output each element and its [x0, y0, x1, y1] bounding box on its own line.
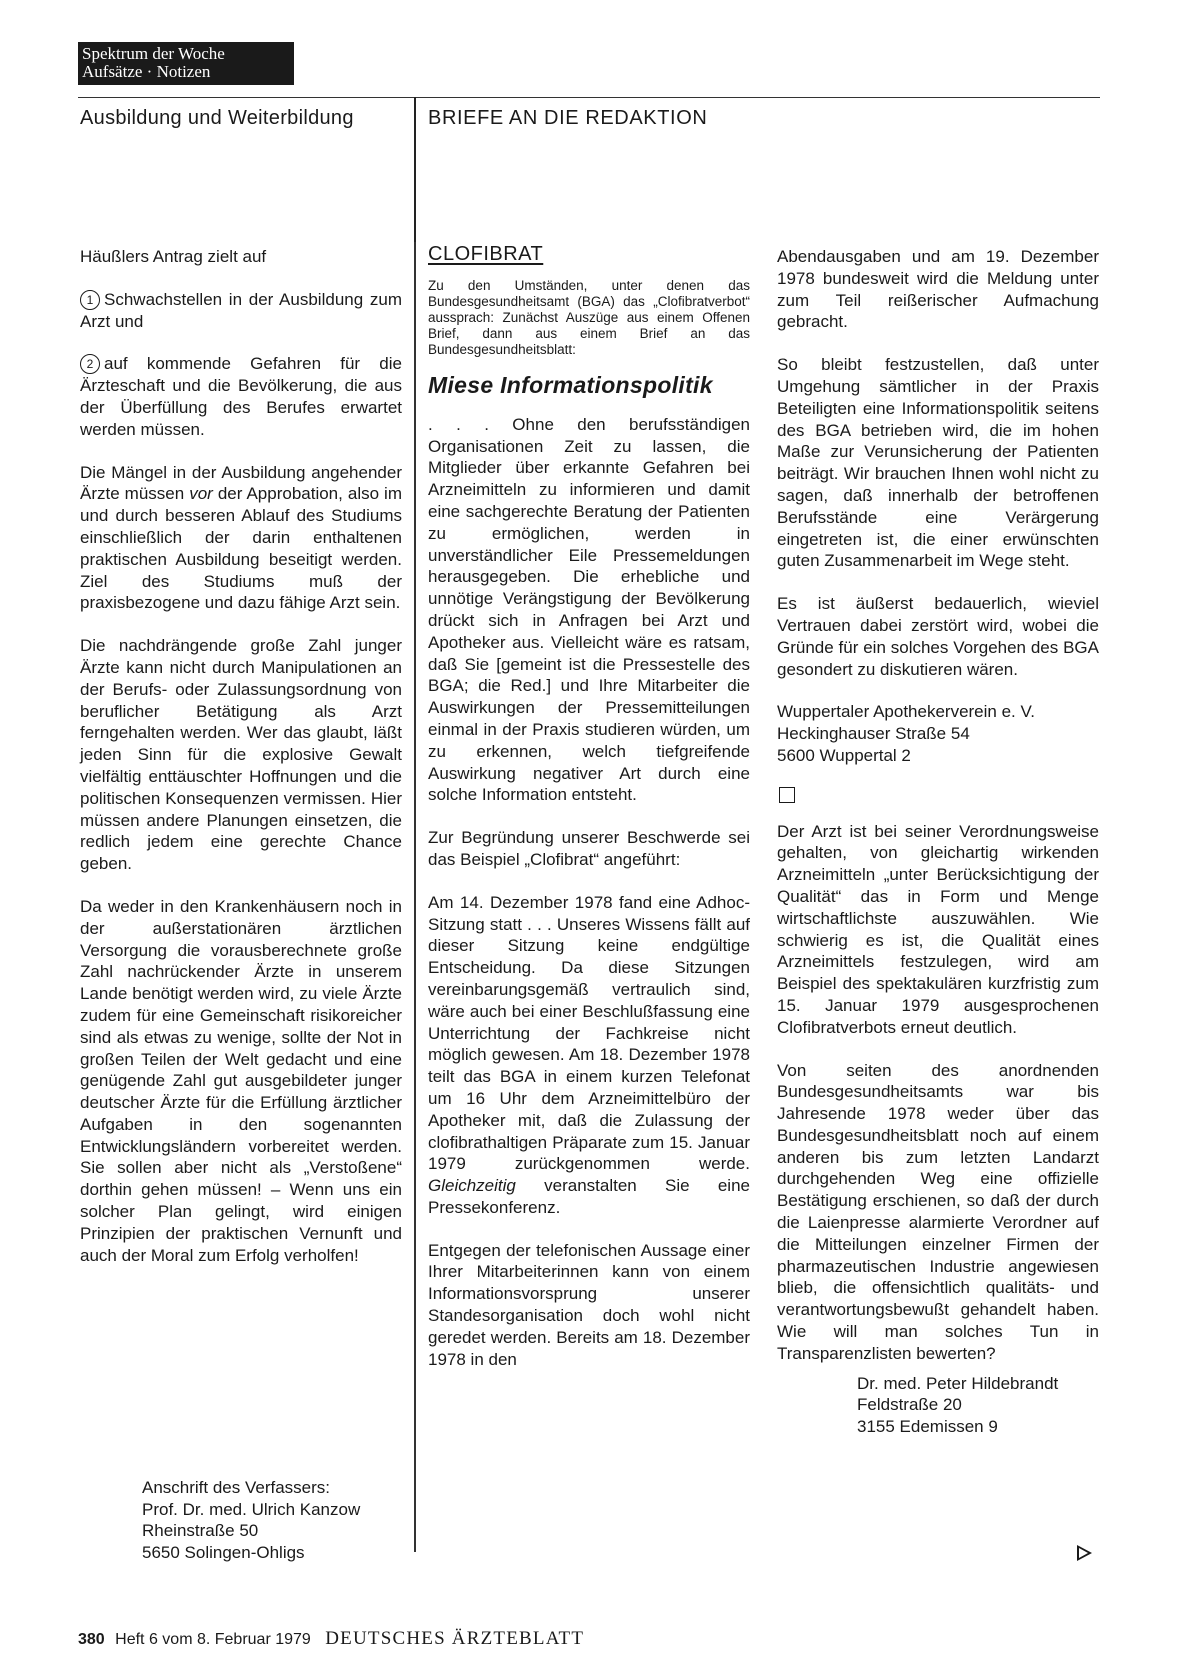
association-city: 5600 Wuppertal 2 [777, 745, 911, 765]
article-intro: Zu den Umständen, unter denen das Bundesgesundheitsamt (BGA) das „Clofibratverbot“ aussprach: Zunächst Auszüge aus einem Offenen Brief, dann aus einem Brief an das Bundesgesundheitsblatt: [428, 277, 750, 357]
col1-item2-text: auf kommende Gefahren für die Ärzteschaft und die Bevölkerung, die aus der Überfüllung des Berufes erwartet werden müssen. [80, 354, 402, 439]
col3-p5: Von seiten des anordnenden Bundesgesundheitsamts war bis Jahresende 1978 weder über das Bundesgesundheitsblatt noch auf einem anderen bis zum letzten Landarzt durchgehenden Weg eine offizielle Bestätigung erschienen, so daß der durch die Laienpresse alarmierte Verordner auf die Mitteilungen einzelner Firmen der pharmazeutischen Industrie angewiesen blieb, die offensichtlich qualitäts- und verantwortungsbewußt gehandelt haben. Wie will man solches Tun in Transparenzlisten bewerten? [777, 1060, 1099, 1363]
col1-p0: Häußlers Antrag zielt auf [80, 247, 267, 266]
author-address-label: Anschrift des Verfassers: [142, 1478, 331, 1497]
col3-p1: Abendausgaben und am 19. Dezember 1978 bundesweit wird die Meldung unter zum Teil reißerischer Aufmachung gebracht. [777, 247, 1099, 332]
author-address [142, 1477, 360, 1563]
issue-info: Heft 6 vom 8. Februar 1979 [115, 1631, 311, 1648]
col1-p5: Da weder in den Krankenhäusern noch in der außerstationären ärztlichen Versorgung die vorausberechnete große Zahl nachrückender Ärzte in unserem Lande benötigt werden wird, zu viele Ärzte zudem für eine Gemeinschaft risikoreicher sind als etwas zu wenige, sollte der Not in großen Teilen der Welt gedacht und eine genügende Zahl gut ausgebildeter junger deutscher Ärzte für die Erfüllung ärztlicher Aufgaben in den sogenannten Entwicklungsländern vorbereitet werden. Sie sollen aber nicht als „Verstoßene“ dorthin gehen müssen! – Wenn uns ein solcher Plan gelingt, wird einigen Prinzipien der praktischen Vernunft und auch der Moral zum Erfolg verholfen! [80, 896, 402, 1265]
section-tag-line2: Aufsätze · Notizen [82, 62, 211, 81]
rubric-left: Ausbildung und Weiterbildung [80, 107, 354, 129]
circled-number-1: 1 [80, 290, 100, 310]
col3-p2: So bleibt festzustellen, daß unter Umgehung sämtlicher in der Praxis Beteiligten eine Informationspolitik seitens des BGA betrieben wird, die im hohen Maße zur Verunsicherung der Patienten beiträgt. Wir brauchen Ihnen wohl nicht zu sagen, daß innerhalb der betroffenen Berufsstände eine Verärgerung eingetreten ist, die einer erwünschten guten Zusammenarbeit im Wege steht. [777, 355, 1099, 571]
article-kicker: CLOFIBRAT [428, 243, 544, 265]
col2-p3-a: Am 14. Dezember 1978 fand eine Adhoc-Sitzung statt . . . Unseres Wissens fällt auf dieser Sitzung keine endgültige Entscheidung. Da diese Sitzungen vereinbarungsgemäß vertraulich sind, wäre auch bei einer Beschlußfassung eine Unterrichtung der Fachkreise nicht möglich gewesen. Am 18. Dezember 1978 teilt das BGA in einem kurzen Telefonat um 16 Uhr dem Arzneimittelbüro der Apotheker mit, daß die Zulassung der clofibrathaltigen Präparate zum 15. Januar 1979 zurückgenommen werde. [428, 892, 750, 1174]
signature-name: Dr. med. Peter Hildebrandt [857, 1373, 1059, 1393]
col2-p3-em: Gleichzeitig [428, 1176, 516, 1196]
article-headline: Miese Informationspolitik [428, 371, 713, 398]
col1-p3 [80, 462, 402, 615]
journal-name: DEUTSCHES ÄRZTEBLATT [325, 1628, 585, 1649]
author-name: Prof. Dr. med. Ulrich Kanzow [142, 1499, 361, 1519]
association-street: Heckinghauser Straße 54 [777, 724, 970, 744]
association-address [777, 701, 1099, 766]
col2-p4: Entgegen der telefonischen Aussage einer Ihrer Mitarbeiterinnen kann von einem Informationsvorsprung unserer Standesorganisation doch wohl nicht geredet werden. Bereits am 18. Dezember 1978 in den [428, 1240, 750, 1369]
col1-item1 [80, 289, 402, 333]
association-name: Wuppertaler Apothekerverein e. V. [777, 702, 1035, 722]
col3-p3: Es ist äußerst bedauerlich, wieviel Vertrauen dabei zerstört wird, wobei die Gründe für ein solches Vorgehen des BGA gesondert zu diskutieren wären. [777, 594, 1099, 679]
col2-p2: Zur Begründung unserer Beschwerde sei das Beispiel „Clofibrat“ angeführt: [428, 828, 750, 869]
col3-p4: Der Arzt ist bei seiner Verordnungsweise gehalten, von gleichartig wirkenden Arzneimitteln „unter Berücksichtigung der Qualität“ das in Form und Menge wirtschaftlichste auszuwählen. Wie schwierig es ist, die Qualität eines Arzneimittels festzulegen, wird am Beispiel des spektakulären kurzfristig zum 15. Januar 1979 ausgesprochenen Clofibratverbots erneut deutlich. [777, 821, 1099, 1037]
column-divider [414, 97, 416, 1552]
author-city: 5650 Solingen-Ohligs [142, 1542, 305, 1562]
signature-city: 3155 Edemissen 9 [857, 1417, 998, 1437]
page-footer [78, 1628, 584, 1650]
col2-p1: . . . Ohne den berufsständigen Organisationen Zeit zu lassen, die Mitglieder über erkannte Gefahren bei Arzneimitteln zu informieren und damit eine sachgerechte Beratung der Patienten zu ermöglichen, werden in unverständlicher Eile Pressemeldungen herausgegeben. Die erhebliche und unnötige Verängstigung der Bevölkerung drückt sich in Anfragen bei Arzt und Apotheker aus. Vielleicht wäre es ratsam, daß Sie [gemeint ist die Pressestelle des BGA; die Red.] und Ihre Mitarbeiter die Auswirkungen der Pressemitteilungen einmal in der Praxis studieren würden, um zu erkennen, welch tiefgreifende Auswirkung negativer Art durch eine solche Information entsteht. [428, 414, 750, 805]
col1-item1-text: Schwachstellen in der Ausbildung zum Arzt und [80, 289, 402, 331]
column-1 [80, 246, 402, 1287]
rubric-right: BRIEFE AN DIE REDAKTION [428, 107, 708, 129]
continue-triangle-icon [1077, 1545, 1092, 1561]
signature-street: Feldstraße 20 [857, 1395, 962, 1415]
signature-address [857, 1373, 1099, 1438]
column-divider-top [414, 97, 416, 242]
col1-p3-b: der Approbation, also im und durch besseren Ablauf des Studiums einschließlich der darin enthaltenen praktischen Ausbildung beseitigt werden. Ziel des Studiums muß der praxisbezogene und dazu fähige Arzt sein. [80, 484, 402, 613]
col1-p3-a: Die Mängel in der Ausbildung angehender Ärzte müssen [80, 462, 402, 504]
end-square-icon [779, 787, 795, 803]
col1-item2 [80, 353, 402, 440]
circled-number-2: 2 [80, 354, 100, 374]
page-number: 380 [78, 1631, 105, 1648]
column-3 [777, 246, 1099, 1438]
col1-p3-em: vor [189, 484, 213, 504]
column-2 [428, 243, 750, 1391]
author-street: Rheinstraße 50 [142, 1521, 259, 1540]
col1-p4: Die nachdrängende große Zahl junger Ärzte kann nicht durch Manipulationen an der Berufs- oder Zulassungsordnung von beruflicher Betätigung als Arzt ferngehalten werden. Wer das glaubt, läßt jeden Sinn für die explosive Gewalt vielfältig enttäuschter Hoffnungen und die politischen Konsequenzen vermissen. Hier müssen andere Planungen einsetzen, die redlich jedem eine gerechte Chance geben. [80, 636, 402, 874]
section-tag-line1: Spektrum der Woche [82, 44, 225, 63]
col2-p3 [428, 892, 750, 1219]
top-rule [78, 97, 1100, 98]
col2-p3-b: veranstalten Sie eine Pressekonferenz. [428, 1176, 750, 1217]
section-tag [78, 42, 294, 85]
